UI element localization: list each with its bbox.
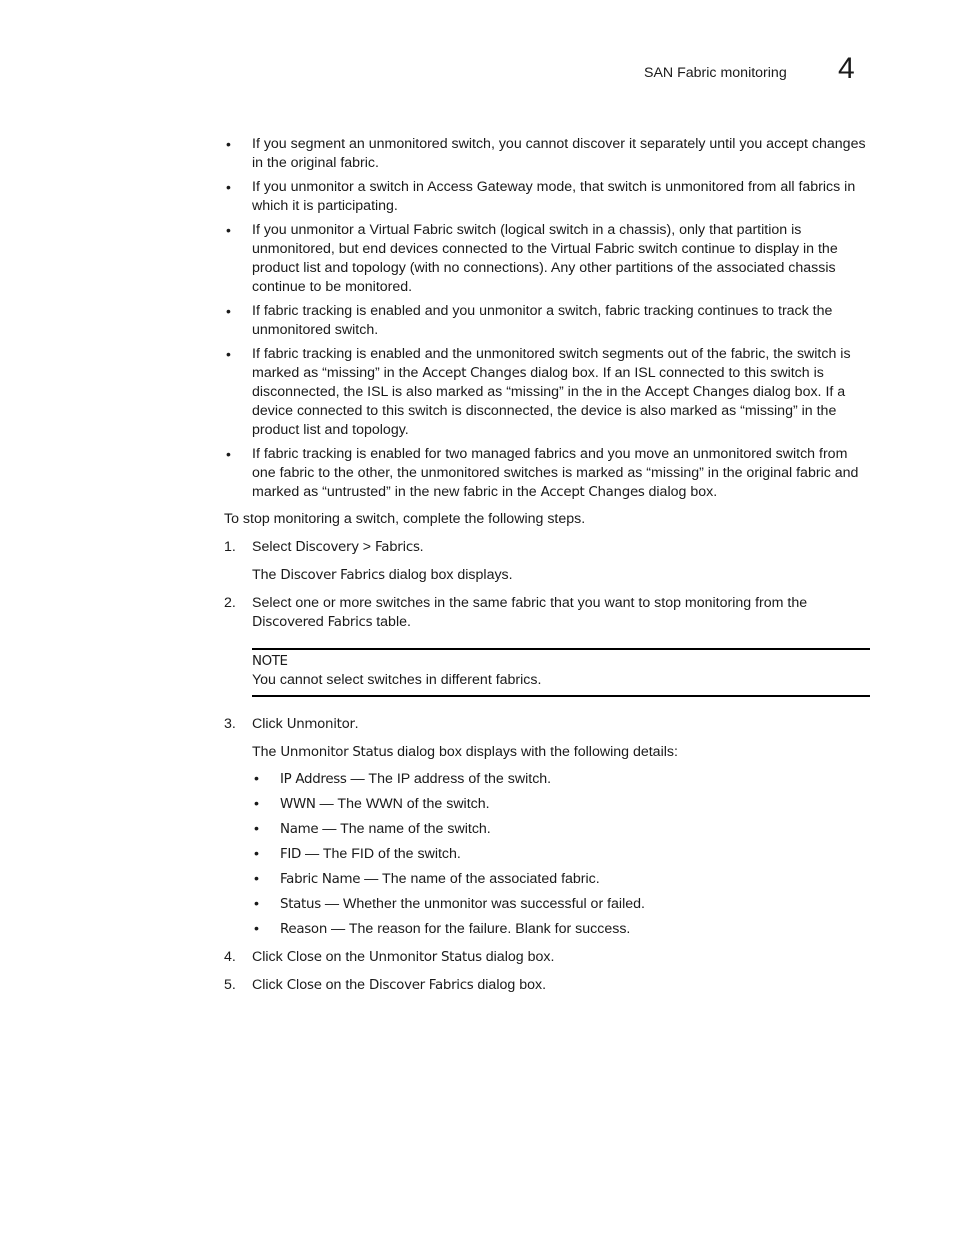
- ui-term: Accept Changes: [540, 485, 645, 500]
- text-run: If you segment an unmonitored switch, you cannot discover it separately until you accept changes in the original fabric.: [252, 136, 866, 171]
- rich-text: [252, 446, 858, 500]
- list-item: [224, 302, 870, 340]
- text-run: dialog box. If an ISL connected to this switch is disconnected, the ISL is also marked as “missing” in the in the: [252, 365, 824, 400]
- bullet-icon: •: [254, 796, 259, 812]
- text-run: dialog box displays with the following details:: [393, 744, 678, 760]
- step-text: [252, 715, 870, 734]
- step-text: [252, 538, 870, 557]
- text-run: on the: [321, 949, 370, 965]
- rich-text: [252, 303, 832, 338]
- list-item: [252, 870, 870, 889]
- text-run: .: [354, 716, 359, 732]
- text-run: on the: [321, 977, 370, 993]
- text-run: dialog box. If a device connected to this switch is disconnected, the device is also marked as “missing” in the product list and topology.: [252, 384, 846, 438]
- note-box: [252, 648, 870, 697]
- ui-term: Discover Fabrics: [369, 978, 474, 993]
- status-details-list: [252, 770, 870, 939]
- section-title: SAN Fabric monitoring: [644, 65, 787, 81]
- ui-term: Close: [286, 978, 322, 993]
- text-run: Select one or more switches in the same fabric that you want to stop monitoring from the: [252, 595, 808, 611]
- bullet-icon: •: [254, 871, 259, 887]
- ui-term: Reason: [280, 922, 328, 937]
- bullet-icon: •: [226, 136, 231, 152]
- text-run: Click: [252, 977, 287, 993]
- bullet-icon: •: [226, 222, 231, 238]
- text-run: The: [252, 744, 281, 760]
- step-text: [252, 594, 870, 632]
- ui-term: Close: [286, 950, 322, 965]
- text-run: If you unmonitor a Virtual Fabric switch (logical switch in a chassis), only that partition is unmonitored, but end devices connected to the Virtual Fabric switch continue to display in the product list and topology (with no connections). Any other partitions of the associated chassis continue to be monitored.: [252, 222, 838, 295]
- ui-term: Unmonitor Status: [280, 745, 394, 760]
- step-result: [252, 566, 870, 585]
- text-run: If fabric tracking is enabled and you unmonitor a switch, fabric tracking continues to track the unmonitored switch.: [252, 303, 833, 338]
- text-run: If you unmonitor a switch in Access Gateway mode, that switch is unmonitored from all fabrics in which it is participating.: [252, 179, 856, 214]
- ui-term: Accept Changes: [422, 366, 527, 381]
- detail-text: [280, 821, 491, 837]
- ui-term: Discovered Fabrics: [252, 615, 373, 630]
- bullet-icon: •: [254, 921, 259, 937]
- list-item: [224, 221, 870, 297]
- text-run: dialog box.: [644, 484, 718, 500]
- text-run: If fabric tracking is enabled for two managed fabrics and you move an unmonitored switch from one fabric to the other, the unmonitored switches is marked as “missing” in the original fabric and marked as “untrusted” in the new fabric in the: [252, 446, 859, 500]
- note-text: You cannot select switches in different fabrics.: [252, 672, 542, 688]
- text-run: — The WWN of the switch.: [315, 796, 490, 812]
- text-run: — The FID of the switch.: [301, 846, 461, 862]
- note-heading: NOTE: [252, 654, 288, 669]
- bullet-icon: •: [226, 179, 231, 195]
- list-item: [224, 345, 870, 440]
- text-run: dialog box.: [481, 949, 555, 965]
- ui-term: Unmonitor Status: [369, 950, 482, 965]
- text-run: If fabric tracking is enabled and the unmonitored switch segments out of the fabric, the switch is marked as “missing” in the: [252, 346, 851, 381]
- step-number: 3.: [224, 716, 236, 732]
- step-text: [252, 948, 870, 967]
- detail-text: [280, 896, 645, 912]
- ui-term: Discover Fabrics: [280, 568, 385, 583]
- chapter-number: 4: [838, 52, 855, 85]
- ui-term: WWN: [280, 797, 316, 812]
- list-item: [252, 895, 870, 914]
- step-1: [224, 538, 870, 585]
- list-item: [224, 178, 870, 216]
- ui-term: Discovery: [295, 540, 359, 555]
- rich-text: [252, 222, 838, 295]
- text-run: — The IP address of the switch.: [346, 771, 552, 787]
- text-run: .: [419, 539, 424, 555]
- page-body: [224, 135, 870, 995]
- detail-text: [280, 771, 551, 787]
- bullet-icon: •: [226, 346, 231, 362]
- text-run: Click: [252, 716, 287, 732]
- list-item: [252, 845, 870, 864]
- bullet-icon: •: [254, 821, 259, 837]
- ui-term: Fabrics: [375, 540, 420, 555]
- step-number: 5.: [224, 977, 236, 993]
- text-run: >: [358, 539, 376, 555]
- step-2: [224, 594, 870, 697]
- ui-term: FID: [280, 847, 302, 862]
- text-run: table.: [372, 614, 411, 630]
- bullet-icon: •: [226, 446, 231, 462]
- ui-term: Status: [280, 897, 321, 912]
- considerations-list: [224, 135, 870, 502]
- step-number: 1.: [224, 539, 236, 555]
- step-4: [224, 948, 870, 967]
- list-item: [252, 795, 870, 814]
- step-number: 4.: [224, 949, 236, 965]
- step-text: [252, 976, 870, 995]
- step-3: [224, 715, 870, 939]
- step-5: [224, 976, 870, 995]
- text-run: The: [252, 567, 281, 583]
- list-item: [224, 135, 870, 173]
- list-item: [252, 920, 870, 939]
- bullet-icon: •: [226, 303, 231, 319]
- detail-text: [280, 846, 461, 862]
- detail-text: [280, 921, 630, 937]
- text-run: — Whether the unmonitor was successful or failed.: [320, 896, 645, 912]
- list-item: [224, 445, 870, 502]
- rich-text: [252, 136, 866, 171]
- ui-term: Fabric Name: [280, 872, 361, 887]
- text-run: — The name of the associated fabric.: [360, 871, 600, 887]
- rich-text: [252, 346, 851, 438]
- text-run: — The name of the switch.: [318, 821, 491, 837]
- ui-term: Unmonitor: [286, 717, 355, 732]
- ui-term: Name: [280, 822, 319, 837]
- ui-term: Accept Changes: [644, 385, 749, 400]
- bullet-icon: •: [254, 846, 259, 862]
- ui-term: IP Address: [280, 772, 347, 787]
- list-item: [252, 770, 870, 789]
- list-item: [252, 820, 870, 839]
- step-result: [252, 743, 870, 762]
- rich-text: [252, 179, 855, 214]
- bullet-icon: •: [254, 771, 259, 787]
- intro-paragraph: To stop monitoring a switch, complete the following steps.: [224, 511, 586, 527]
- text-run: Select: [252, 539, 296, 555]
- text-run: Click: [252, 949, 287, 965]
- procedure-steps: [224, 538, 870, 995]
- detail-text: [280, 871, 600, 887]
- text-run: dialog box.: [473, 977, 547, 993]
- text-run: dialog box displays.: [384, 567, 513, 583]
- bullet-icon: •: [254, 896, 259, 912]
- step-number: 2.: [224, 595, 236, 611]
- text-run: — The reason for the failure. Blank for success.: [327, 921, 631, 937]
- detail-text: [280, 796, 490, 812]
